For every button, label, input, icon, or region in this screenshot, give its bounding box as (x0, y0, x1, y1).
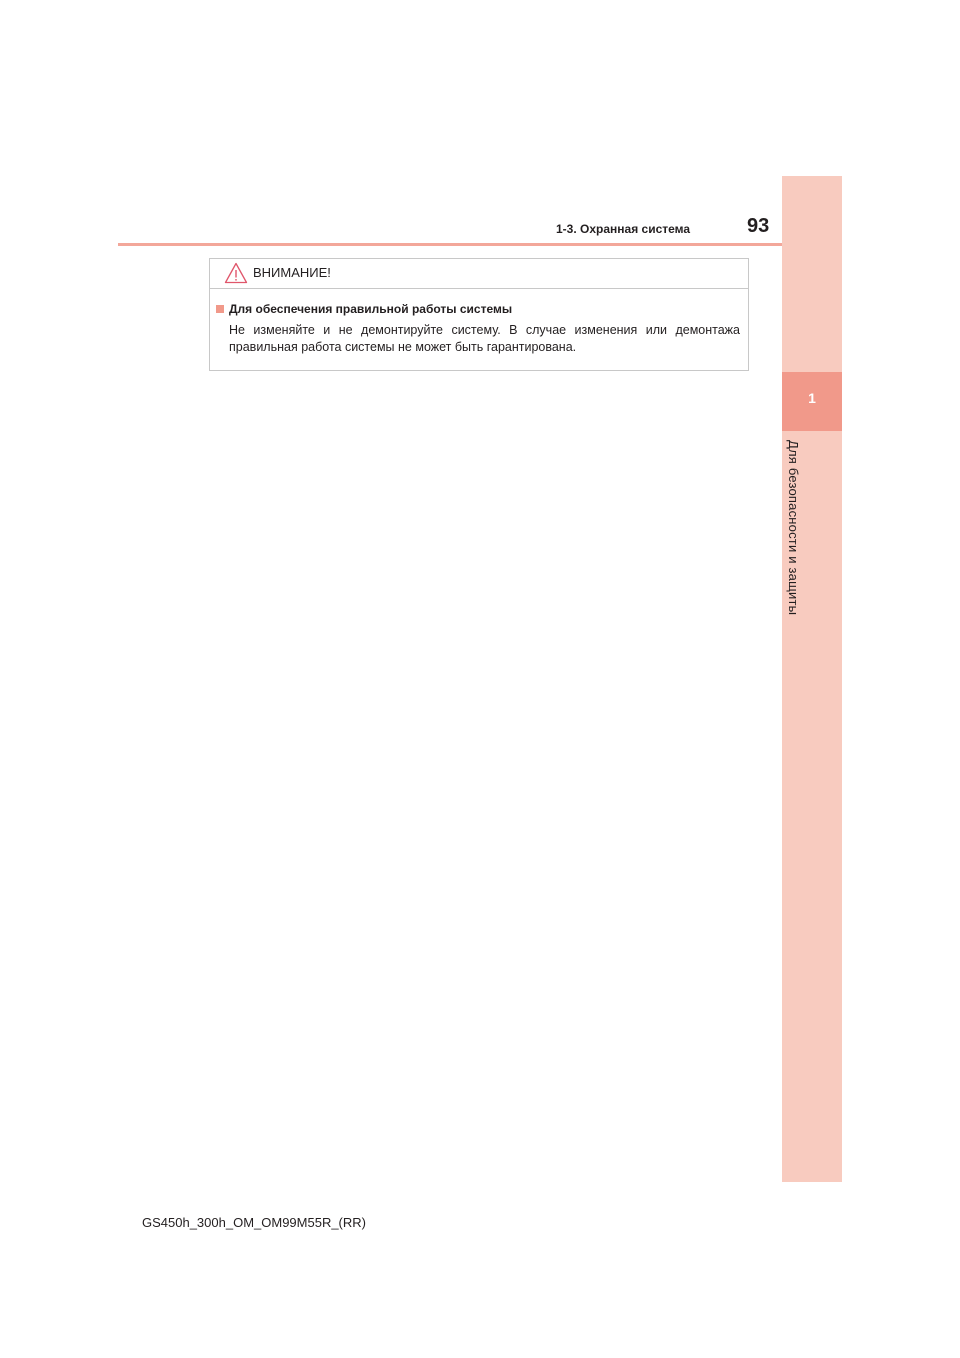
header-rule (118, 243, 842, 246)
warning-header (210, 259, 748, 289)
warning-heading (216, 302, 512, 316)
warning-heading-text: Для обеспечения правильной работы системы (229, 302, 513, 316)
chapter-number: 1 (808, 390, 816, 406)
warning-box (209, 258, 749, 371)
section-title: 1-3. Охранная система (556, 222, 691, 236)
page-number: 93 (747, 215, 770, 237)
warning-body: Не изменяйте и не демонтируйте систему. В случае изменения или демонтажа правильная работа системы не может быть гарантирована. (229, 323, 740, 354)
square-bullet-icon (216, 305, 224, 313)
warning-triangle-icon (224, 262, 248, 289)
chapter-side-tab (782, 176, 842, 1182)
footer-model-code: GS450h_300h_OM_OM99M55R_(RR) (142, 1215, 366, 1230)
warning-label: ВНИМАНИЕ! (253, 265, 331, 280)
chapter-label: Для безопасности и защиты (786, 440, 801, 616)
